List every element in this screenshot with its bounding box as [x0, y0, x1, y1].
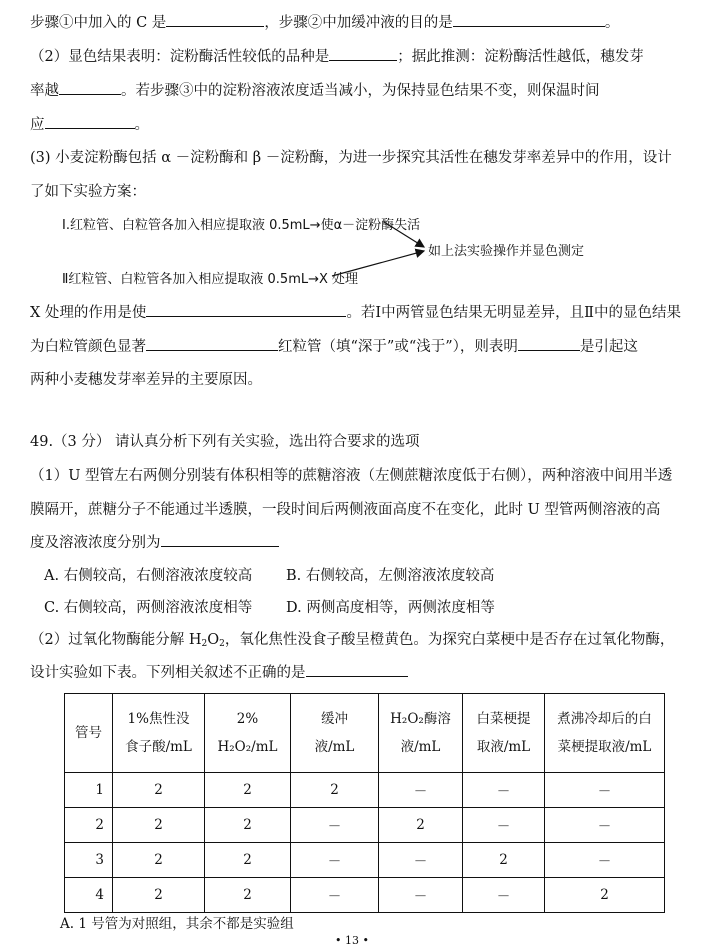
answer-blank[interactable] [518, 336, 580, 351]
answer-blank[interactable] [161, 532, 279, 547]
answer-blank[interactable] [146, 336, 278, 351]
table-header-cell: 煮沸冷却后的白 菜梗提取液/mL [545, 694, 665, 773]
table-cell: － [463, 773, 545, 808]
scheme-step-2: Ⅱ红粒管、白粒管各加入相应提取液 0.5mL→X 处理 [62, 272, 359, 287]
option-d[interactable]: D. 两侧高度相等，两侧浓度相等 [286, 600, 495, 616]
question-line: （2）过氧化物酶能分解 $H_2O_2$，氧化焦性没食子酸呈橙黄色。为探究白菜梗中是否存在过氧化物酶， [30, 632, 675, 649]
table-cell: － [379, 843, 463, 878]
table-cell: － [291, 878, 379, 913]
question-line: 两种小麦穗发芽率差异的主要原因。 [30, 372, 262, 388]
question-line: 了如下实验方案： [30, 184, 146, 200]
table-cell: 2 [65, 808, 113, 843]
table-row [65, 843, 665, 878]
question-line: 为白粒管颜色显著 红粒管（填“深于”或“浅于”），则表明 是引起这 [30, 336, 638, 357]
table-cell: － [545, 843, 665, 878]
question-title: 49.（3 分） 请认真分析下列有关实验，选出符合要求的选项 [30, 434, 420, 450]
table-cell: 2 [205, 843, 291, 878]
table-cell: － [463, 878, 545, 913]
question-line: （2）显色结果表明：淀粉酶活性较低的品种是 ；据此推测：淀粉酶活性越低，穗发芽 [30, 46, 644, 67]
table-cell: 2 [205, 878, 291, 913]
arrow-to-result [384, 222, 424, 247]
table-cell: 2 [113, 878, 205, 913]
option-b[interactable]: B. 右侧较高，左侧溶液浓度较高 [286, 568, 495, 584]
table-cell: 2 [113, 843, 205, 878]
question-line: （1）U 型管左右两侧分别装有体积相等的蔗糖溶液（左侧蔗糖浓度低于右侧），两种溶液中间用半透 [30, 468, 673, 484]
table-cell: 2 [205, 773, 291, 808]
table-header-cell: 白菜梗提 取液/mL [463, 694, 545, 773]
scheme-step-1: Ⅰ.红粒管、白粒管各加入相应提取液 0.5mL→使α－淀粉酶失活 [62, 218, 421, 233]
question-line: 设计实验如下表。下列相关叙述不正确的是 [30, 662, 408, 683]
table-cell: 2 [291, 773, 379, 808]
arrow-to-result [332, 251, 424, 276]
answer-option-a[interactable]: A. 1 号管为对照组，其余不都是实验组 [60, 916, 294, 932]
table-cell: 2 [545, 878, 665, 913]
table-header-cell: 1%焦性没 食子酸/mL [113, 694, 205, 773]
question-line: 膜隔开，蔗糖分子不能通过半透膜，一段时间后两侧液面高度不在变化，此时 U 型管两侧溶液的高 [30, 502, 661, 518]
table-cell: － [545, 808, 665, 843]
table-cell: 3 [65, 843, 113, 878]
table-cell: － [379, 773, 463, 808]
option-a[interactable]: A. 右侧较高，右侧溶液浓度较高 [44, 568, 253, 584]
scheme-arrows [0, 0, 704, 300]
question-line: X 处理的作用是使 。若Ⅰ中两管显色结果无明显差异，且Ⅱ中的显色结果 [30, 302, 681, 323]
table-row [65, 773, 665, 808]
question-line: 步骤①中加入的 C 是 ，步骤②中加缓冲液的目的是 。 [30, 12, 619, 33]
table-header-cell: 2% H₂O₂/mL [205, 694, 291, 773]
table-cell: － [379, 878, 463, 913]
option-c[interactable]: C. 右侧较高，两侧溶液浓度相等 [44, 600, 253, 616]
table-row [65, 878, 665, 913]
scheme-result: 如上法实验操作并显色测定 [428, 244, 585, 259]
table-cell: － [463, 808, 545, 843]
table-cell: 2 [113, 808, 205, 843]
table-header-cell: H₂O₂酶溶 液/mL [379, 694, 463, 773]
table-cell: － [291, 843, 379, 878]
table-header-cell: 缓冲 液/mL [291, 694, 379, 773]
table-header-cell: 管号 [65, 694, 113, 773]
table-cell: － [545, 773, 665, 808]
table-cell: 2 [379, 808, 463, 843]
table-cell: － [291, 808, 379, 843]
question-line: 度及溶液浓度分别为 [30, 532, 279, 553]
table-cell: 2 [113, 773, 205, 808]
question-line: (3) 小麦淀粉酶包括 α －淀粉酶和 β －淀粉酶，为进一步探究其活性在穗发芽率差异中的作用，设计 [30, 150, 672, 166]
answer-blank[interactable] [306, 662, 408, 677]
question-line: 率越 。若步骤③中的淀粉溶液浓度适当减小，为保持显色结果不变，则保温时间 [30, 80, 600, 101]
table-row [65, 808, 665, 843]
table-cell: 1 [65, 773, 113, 808]
question-line: 应 。 [30, 114, 149, 135]
table-cell: 4 [65, 878, 113, 913]
table-header-row [65, 694, 665, 773]
page-number: • 13 • [335, 934, 369, 947]
table-cell: 2 [205, 808, 291, 843]
answer-blank[interactable] [146, 302, 346, 317]
table-cell: 2 [463, 843, 545, 878]
experiment-table [64, 693, 665, 913]
